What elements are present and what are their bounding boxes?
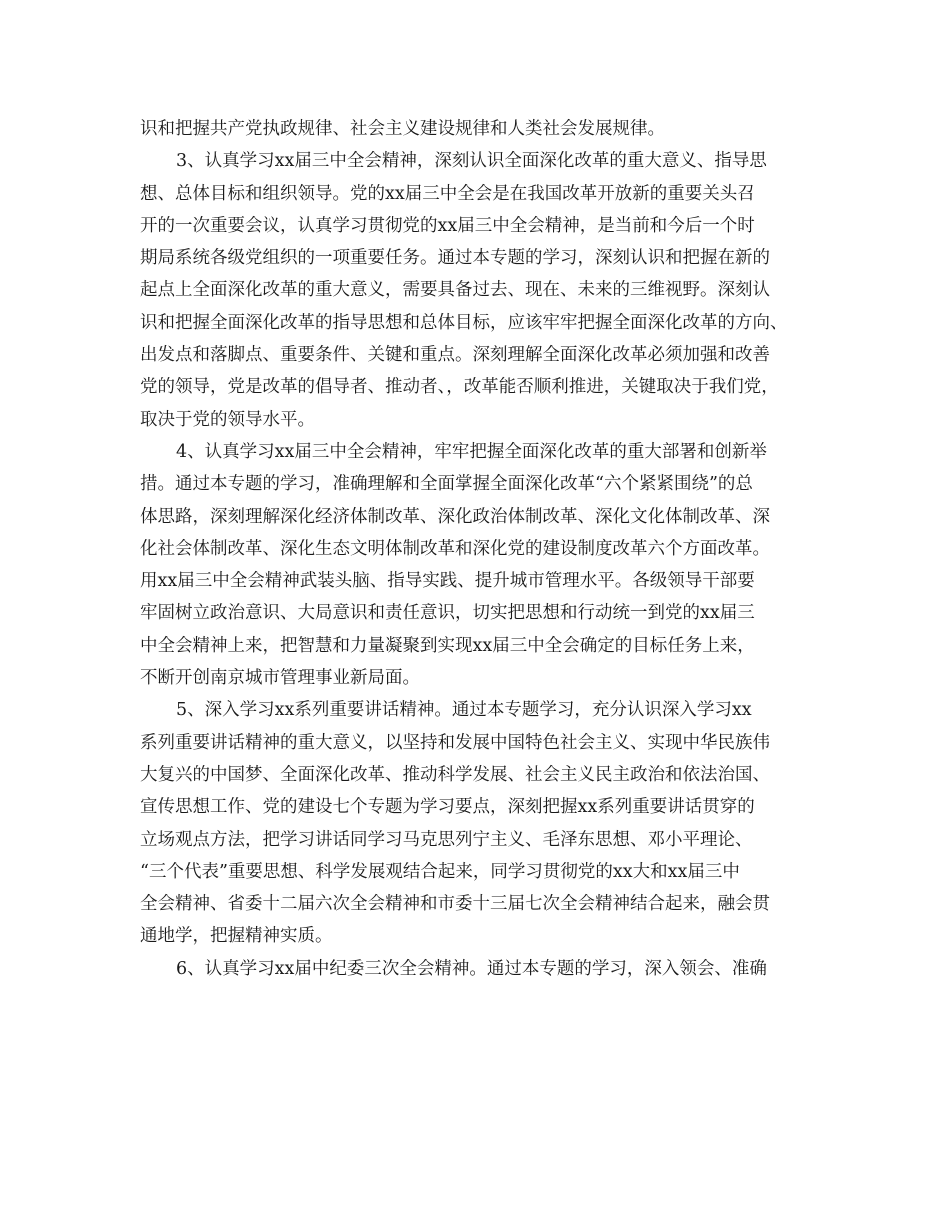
paragraph-4-heading-line: 4、认真学习xx届三中全会精神，牢牢把握全面深化改革的重大部署和创新举 [176, 441, 767, 462]
text-line: 措。通过本专题的学习，准确理解和全面掌握全面深化改革“六个紧紧围绕”的总 [140, 474, 753, 495]
text-line: 全会精神、省委十二届六次全会精神和市委十三届七次全会精神结合起来，融会贯 [140, 894, 770, 915]
text-line: 宣传思想工作、党的建设七个专题为学习要点，深刻把握xx系列重要讲话贯穿的 [140, 797, 755, 818]
paragraph-6-heading-line: 6、认真学习xx届中纪委三次全会精神。通过本专题的学习，深入领会、准确 [176, 958, 767, 979]
text-line: 出发点和落脚点、重要条件、关键和重点。深刻理解全面深化改革必须加强和改善 [140, 345, 770, 366]
text-line: 党的领导，党是改革的倡导者、推动者、，改革能否顺利推进，关键取决于我们党， [140, 377, 779, 398]
paragraph-3-heading-line: 3、认真学习xx届三中全会精神，深刻认识全面深化改革的重大意义、指导思 [176, 151, 767, 172]
text-line: 识和把握共产党执政规律、社会主义建设规律和人类社会发展规律。 [140, 119, 665, 139]
text-line: 体思路，深刻理解深化经济体制改革、深化政治体制改革、深化文化体制改革、深 [140, 506, 770, 527]
text-line: 系列重要讲话精神的重大意义，以坚持和发展中国特色社会主义、实现中华民族伟 [140, 732, 770, 753]
text-line: 大复兴的中国梦、全面深化改革、推动科学发展、社会主义民主政治和依法治国、 [140, 764, 770, 785]
text-line: 想、总体目标和组织领导。党的xx届三中全会是在我国改革开放新的重要关头召 [140, 183, 755, 204]
text-line: 取决于党的领导水平。 [140, 409, 315, 430]
text-line: 牢固树立政治意识、大局意识和责任意识，切实把思想和行动统一到党的xx届三 [140, 603, 755, 624]
text-line: 中全会精神上来，把智慧和力量凝聚到实现xx届三中全会确定的目标任务上来， [140, 635, 755, 656]
text-line: 期局系统各级党组织的一项重要任务。通过本专题的学习，深刻认识和把握在新的 [140, 248, 770, 269]
text-line: 开的一次重要会议，认真学习贯彻党的xx届三中全会精神，是当前和今后一个时 [140, 215, 755, 236]
text-line: 起点上全面深化改革的重大意义，需要具备过去、现在、未来的三维视野。深刻认 [140, 280, 770, 301]
text-line: 用xx届三中全会精神武装头脑、指导实践、提升城市管理水平。各级领导干部要 [140, 571, 755, 592]
text-line: “三个代表”重要思想、科学发展观结合起来，同学习贯彻党的xx大和xx届三中 [140, 861, 740, 882]
text-line: 识和把握全面深化改革的指导思想和总体目标，应该牢牢把握全面深化改革的方向、 [140, 312, 788, 333]
text-line: 化社会体制改革、深化生态文明体制改革和深化党的建设制度改革六个方面改革。 [140, 538, 770, 559]
text-line: 通地学，把握精神实质。 [140, 926, 333, 947]
document-body [140, 113, 820, 985]
paragraph-5-heading-line: 5、深入学习xx系列重要讲话精神。通过本专题学习，充分认识深入学习xx [176, 700, 752, 721]
text-line: 立场观点方法，把学习讲话同学习马克思列宁主义、毛泽东思想、邓小平理论、 [140, 829, 753, 850]
text-line: 不断开创南京城市管理事业新局面。 [140, 668, 420, 689]
